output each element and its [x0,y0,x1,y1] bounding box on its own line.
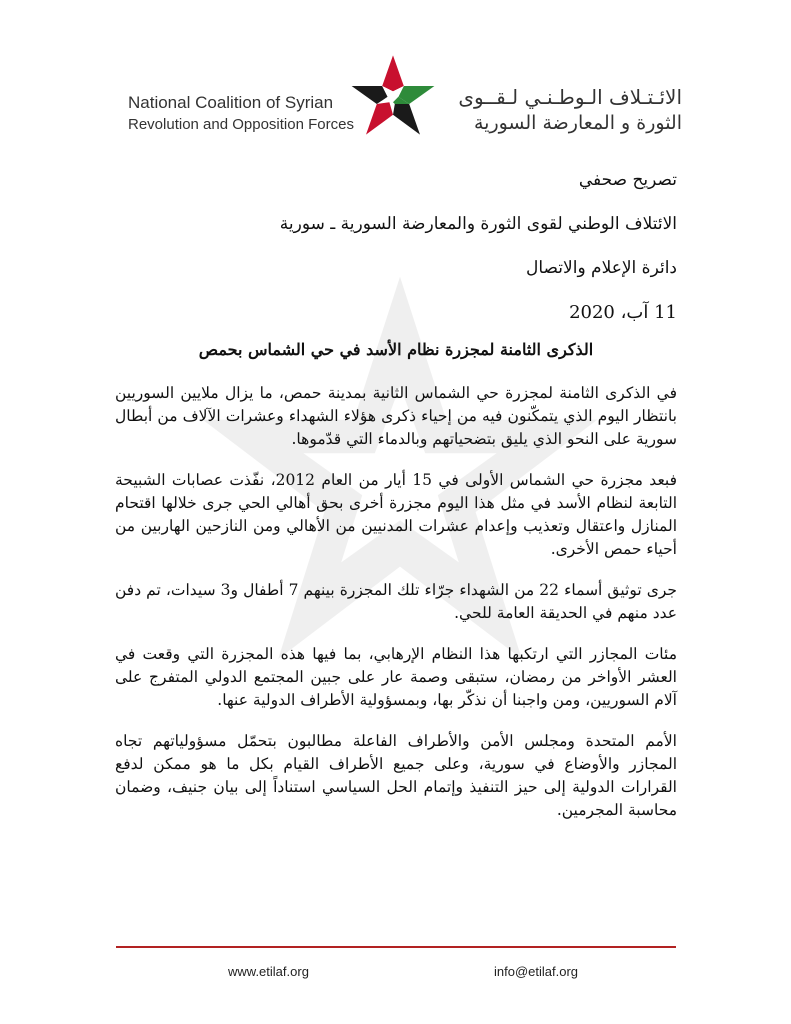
release-date: 11 آب، 2020 [569,302,677,323]
org-name-arabic [432,84,682,136]
press-release-body [115,168,677,840]
org-name-arabic-line2: الثورة و المعارضة السورية [473,112,682,134]
paragraph-5: الأمم المتحدة ومجلس الأمن والأطراف الفاعلة مطالبون بتحمّل مسؤولياتهم تجاه المجازر والأوضاع في سورية، وعلى جميع الأطراف القيام بكل ما هو ممكن لدفع القرارات الدولية إلى حيز التنفيذ وإتمام الحل السياسي استناداً إلى بيان جنيف، وضمان محاسبة المجرمين. [115,732,677,819]
letterhead [0,0,791,150]
footer-divider [116,946,676,948]
coalition-star-logo-icon [348,50,438,140]
footer-website-link[interactable]: www.etilaf.org [228,964,309,979]
org-name-english [128,92,358,136]
footer-email-link[interactable]: info@etilaf.org [494,964,579,979]
org-name-english-line2: Revolution and Opposition Forces [128,116,354,133]
department-name: دائرة الإعلام والاتصال [526,258,677,278]
paragraph-3: جرى توثيق أسماء 22 من الشهداء جرّاء تلك المجزرة بينهم 7 أطفال و3 سيدات، تم دفن عدد منهم في الحديقة العامة للحي. [115,581,677,622]
org-name-arabic-line1: الائـتـلاف الـوطـنـي لـقــوى [458,85,682,109]
document-type: تصريح صحفي [578,170,677,190]
issuer-name: الائتلاف الوطني لقوى الثورة والمعارضة السورية ـ سورية [279,214,677,234]
headline: الذكرى الثامنة لمجزرة نظام الأسد في حي الشماس بحمص [198,340,594,359]
paragraph-4: مئات المجازر التي ارتكبها هذا النظام الإرهابي، بما فيها هذه المجزرة التي وقعت في العشر الأواخر من رمضان، ستبقى وصمة عار على جبين المجتمع الدولي المتفرج على آلام السوريين، ومن واجبنا أن نذكّر بها، وبمسؤولية الأطراف الدولية عنها. [115,645,677,709]
paragraph-1: في الذكرى الثامنة لمجزرة حي الشماس الثانية بمدينة حمص، ما يزال ملايين السوريين بانتظار اليوم الذي يتمكّنون فيه من إحياء ذكرى هؤلاء الشهداء وعشرات الآلاف من أبطال سورية على النحو الذي يليق بتضحياتهم وبالدماء التي قدّموها. [115,384,677,448]
paragraph-2: فبعد مجزرة حي الشماس الأولى في 15 أيار من العام 2012، نفّذت عصابات الشبيحة التابعة لنظام الأسد في مثل هذا اليوم مجزرة أخرى بحق أهالي الحي جرى خلالها اقتحام المنازل واعتقال وتعذيب وإعدام عشرات المدنيين من الأهالي ومن النازحين الهاربين من أحياء حمص الأخرى. [115,471,678,558]
org-name-english-line1: National Coalition of Syrian [128,93,334,112]
